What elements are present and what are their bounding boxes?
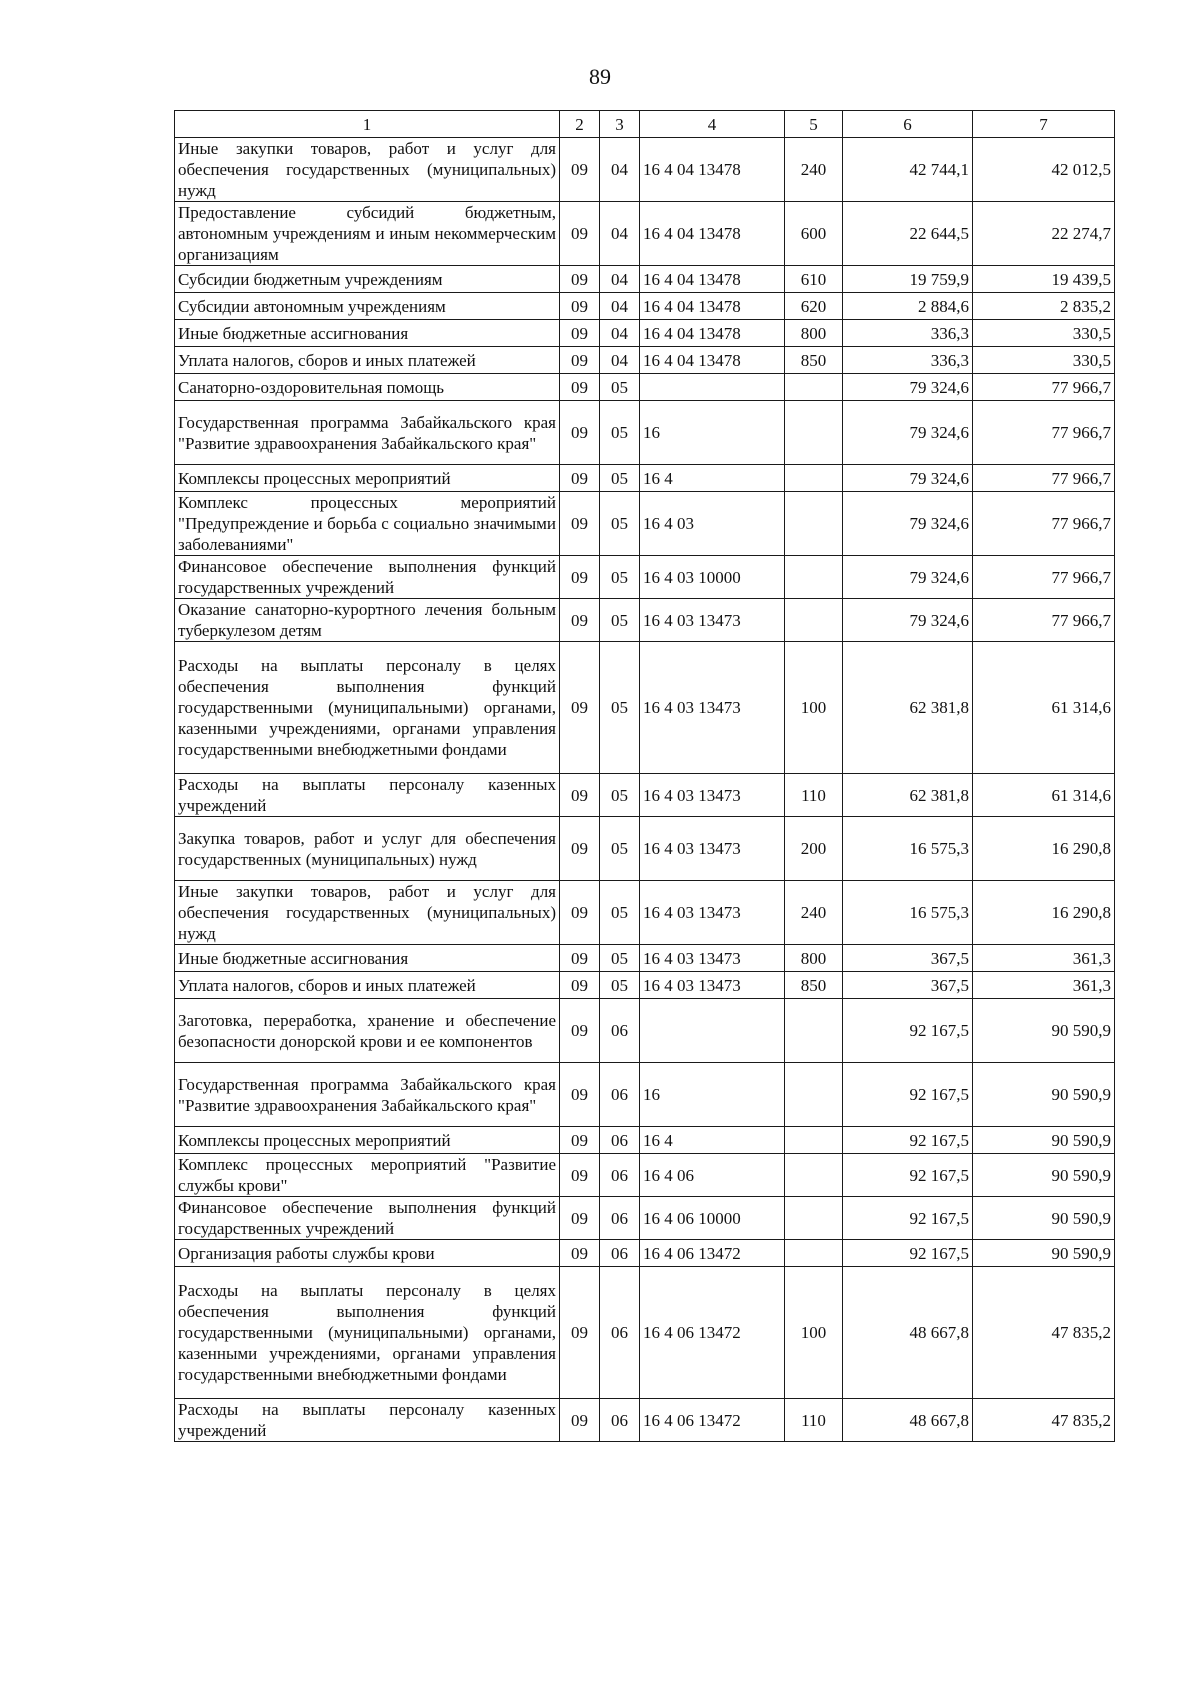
table-row: [175, 401, 1115, 465]
row-target-code: [640, 999, 785, 1063]
row-amount-6: 79 324,6: [843, 465, 973, 492]
row-section: 09: [560, 881, 600, 945]
row-amount-7: 77 966,7: [973, 492, 1115, 556]
row-target-code: 16 4 03 10000: [640, 556, 785, 599]
row-subsection: 04: [600, 138, 640, 202]
row-subsection: 05: [600, 945, 640, 972]
row-section: 09: [560, 1154, 600, 1197]
row-name: Организация работы службы крови: [175, 1240, 560, 1267]
row-section: 09: [560, 599, 600, 642]
row-subsection: 05: [600, 599, 640, 642]
row-amount-7: 61 314,6: [973, 642, 1115, 774]
row-expense-type: 200: [785, 817, 843, 881]
row-amount-6: 2 884,6: [843, 293, 973, 320]
row-section: 09: [560, 1240, 600, 1267]
row-amount-6: 79 324,6: [843, 556, 973, 599]
row-amount-6: 92 167,5: [843, 1197, 973, 1240]
row-expense-type: 800: [785, 945, 843, 972]
row-amount-7: 330,5: [973, 347, 1115, 374]
row-name: Расходы на выплаты персоналу в целях обеспечения выполнения функций государственными (муниципальными) органами, казенными учреждениями, органами управления государственными внебюджетными фондами: [175, 1267, 560, 1399]
row-expense-type: [785, 1154, 843, 1197]
row-name: Иные закупки товаров, работ и услуг для обеспечения государственных (муниципальных) нужд: [175, 138, 560, 202]
table-row: [175, 347, 1115, 374]
row-name: Иные бюджетные ассигнования: [175, 320, 560, 347]
table-row: [175, 138, 1115, 202]
row-subsection: 05: [600, 401, 640, 465]
row-amount-7: 19 439,5: [973, 266, 1115, 293]
row-amount-6: 79 324,6: [843, 492, 973, 556]
row-amount-7: 16 290,8: [973, 881, 1115, 945]
row-target-code: 16 4 04 13478: [640, 138, 785, 202]
row-subsection: 05: [600, 642, 640, 774]
row-amount-7: 77 966,7: [973, 599, 1115, 642]
row-amount-7: 47 835,2: [973, 1267, 1115, 1399]
row-name: Уплата налогов, сборов и иных платежей: [175, 347, 560, 374]
row-name: Заготовка, переработка, хранение и обеспечение безопасности донорской крови и ее компонентов: [175, 999, 560, 1063]
row-section: 09: [560, 266, 600, 293]
row-expense-type: [785, 492, 843, 556]
row-expense-type: 620: [785, 293, 843, 320]
row-expense-type: 100: [785, 1267, 843, 1399]
row-amount-7: 90 590,9: [973, 1127, 1115, 1154]
row-expense-type: [785, 1127, 843, 1154]
header-col-3: 3: [600, 111, 640, 138]
row-section: 09: [560, 1197, 600, 1240]
row-subsection: 06: [600, 1399, 640, 1442]
row-target-code: 16: [640, 1063, 785, 1127]
row-target-code: 16 4 03 13473: [640, 642, 785, 774]
table-row: [175, 556, 1115, 599]
header-col-2: 2: [560, 111, 600, 138]
row-amount-7: 61 314,6: [973, 774, 1115, 817]
row-expense-type: 110: [785, 774, 843, 817]
row-amount-7: 16 290,8: [973, 817, 1115, 881]
row-subsection: 05: [600, 774, 640, 817]
row-section: 09: [560, 774, 600, 817]
row-section: 09: [560, 465, 600, 492]
row-target-code: 16 4 06 13472: [640, 1240, 785, 1267]
row-expense-type: 800: [785, 320, 843, 347]
row-name: Комплекс процессных мероприятий "Предупреждение и борьба с социально значимыми заболеваниями": [175, 492, 560, 556]
row-name: Расходы на выплаты персоналу в целях обеспечения выполнения функций государственными (муниципальными) органами, казенными учреждениями, органами управления государственными внебюджетными фондами: [175, 642, 560, 774]
row-amount-6: 92 167,5: [843, 1127, 973, 1154]
row-name: Комплекс процессных мероприятий "Развитие службы крови": [175, 1154, 560, 1197]
row-subsection: 06: [600, 1127, 640, 1154]
row-subsection: 06: [600, 1063, 640, 1127]
row-expense-type: [785, 1063, 843, 1127]
header-col-7: 7: [973, 111, 1115, 138]
row-amount-7: 47 835,2: [973, 1399, 1115, 1442]
row-amount-6: 92 167,5: [843, 999, 973, 1063]
row-name: Иные бюджетные ассигнования: [175, 945, 560, 972]
page-number: 89: [589, 64, 611, 89]
row-subsection: 05: [600, 465, 640, 492]
row-amount-7: 90 590,9: [973, 1063, 1115, 1127]
row-subsection: 06: [600, 1240, 640, 1267]
row-expense-type: 240: [785, 138, 843, 202]
row-target-code: 16 4 03 13473: [640, 881, 785, 945]
row-target-code: 16 4 04 13478: [640, 347, 785, 374]
row-section: 09: [560, 642, 600, 774]
row-section: 09: [560, 556, 600, 599]
row-name: Уплата налогов, сборов и иных платежей: [175, 972, 560, 999]
row-subsection: 04: [600, 266, 640, 293]
row-subsection: 06: [600, 1154, 640, 1197]
row-name: Санаторно-оздоровительная помощь: [175, 374, 560, 401]
row-amount-6: 22 644,5: [843, 202, 973, 266]
row-amount-7: 77 966,7: [973, 401, 1115, 465]
row-target-code: 16 4 03 13473: [640, 817, 785, 881]
budget-table: [174, 110, 1115, 1442]
table-row: [175, 1063, 1115, 1127]
row-section: 09: [560, 202, 600, 266]
table-row: [175, 374, 1115, 401]
row-amount-7: 77 966,7: [973, 556, 1115, 599]
row-section: 09: [560, 999, 600, 1063]
table-row: [175, 1127, 1115, 1154]
row-amount-6: 62 381,8: [843, 774, 973, 817]
row-amount-7: 77 966,7: [973, 465, 1115, 492]
row-name: Закупка товаров, работ и услуг для обеспечения государственных (муниципальных) нужд: [175, 817, 560, 881]
row-target-code: 16 4: [640, 465, 785, 492]
row-subsection: 05: [600, 492, 640, 556]
row-name: Комплексы процессных мероприятий: [175, 1127, 560, 1154]
row-target-code: 16 4 04 13478: [640, 293, 785, 320]
row-amount-6: 79 324,6: [843, 401, 973, 465]
row-amount-6: 92 167,5: [843, 1240, 973, 1267]
row-section: 09: [560, 972, 600, 999]
row-expense-type: [785, 1197, 843, 1240]
row-subsection: 05: [600, 881, 640, 945]
table-row: [175, 1197, 1115, 1240]
row-amount-6: 367,5: [843, 945, 973, 972]
table-row: [175, 266, 1115, 293]
row-name: Предоставление субсидий бюджетным, автономным учреждениям и иным некоммерческим организациям: [175, 202, 560, 266]
row-expense-type: 100: [785, 642, 843, 774]
row-name: Субсидии автономным учреждениям: [175, 293, 560, 320]
row-amount-6: 48 667,8: [843, 1399, 973, 1442]
row-amount-7: 90 590,9: [973, 1197, 1115, 1240]
row-target-code: 16 4 03 13473: [640, 972, 785, 999]
row-target-code: [640, 374, 785, 401]
row-subsection: 04: [600, 320, 640, 347]
row-subsection: 06: [600, 1267, 640, 1399]
row-section: 09: [560, 1399, 600, 1442]
row-section: 09: [560, 320, 600, 347]
table-row: [175, 599, 1115, 642]
row-amount-7: 361,3: [973, 972, 1115, 999]
table-row: [175, 293, 1115, 320]
row-section: 09: [560, 293, 600, 320]
row-name: Финансовое обеспечение выполнения функций государственных учреждений: [175, 1197, 560, 1240]
row-subsection: 05: [600, 817, 640, 881]
row-amount-6: 79 324,6: [843, 374, 973, 401]
row-section: 09: [560, 1267, 600, 1399]
row-name: Субсидии бюджетным учреждениям: [175, 266, 560, 293]
row-expense-type: 850: [785, 972, 843, 999]
row-name: Расходы на выплаты персоналу казенных учреждений: [175, 774, 560, 817]
row-expense-type: [785, 401, 843, 465]
table-row: [175, 1399, 1115, 1442]
table-row: [175, 945, 1115, 972]
table-row: [175, 774, 1115, 817]
row-name: Государственная программа Забайкальского края "Развитие здравоохранения Забайкальского края": [175, 401, 560, 465]
row-subsection: 04: [600, 202, 640, 266]
row-section: 09: [560, 1063, 600, 1127]
row-target-code: 16 4 06 13472: [640, 1399, 785, 1442]
row-expense-type: [785, 1240, 843, 1267]
row-subsection: 05: [600, 972, 640, 999]
header-col-6: 6: [843, 111, 973, 138]
row-expense-type: [785, 465, 843, 492]
header-col-1: 1: [175, 111, 560, 138]
row-subsection: 04: [600, 347, 640, 374]
row-expense-type: 610: [785, 266, 843, 293]
table-row: [175, 492, 1115, 556]
table-row: [175, 465, 1115, 492]
row-subsection: 04: [600, 293, 640, 320]
row-amount-7: 90 590,9: [973, 1240, 1115, 1267]
table-row: [175, 202, 1115, 266]
row-section: 09: [560, 138, 600, 202]
row-target-code: 16 4 06 10000: [640, 1197, 785, 1240]
table-row: [175, 320, 1115, 347]
header-col-5: 5: [785, 111, 843, 138]
row-target-code: 16 4 03 13473: [640, 774, 785, 817]
row-section: 09: [560, 1127, 600, 1154]
row-section: 09: [560, 945, 600, 972]
row-target-code: 16 4 03 13473: [640, 945, 785, 972]
row-expense-type: 850: [785, 347, 843, 374]
row-name: Государственная программа Забайкальского края "Развитие здравоохранения Забайкальского края": [175, 1063, 560, 1127]
row-amount-6: 48 667,8: [843, 1267, 973, 1399]
row-target-code: 16 4 03: [640, 492, 785, 556]
row-expense-type: [785, 374, 843, 401]
row-expense-type: 240: [785, 881, 843, 945]
row-amount-7: 2 835,2: [973, 293, 1115, 320]
row-section: 09: [560, 374, 600, 401]
row-name: Иные закупки товаров, работ и услуг для обеспечения государственных (муниципальных) нужд: [175, 881, 560, 945]
row-expense-type: [785, 999, 843, 1063]
row-amount-6: 92 167,5: [843, 1154, 973, 1197]
row-section: 09: [560, 347, 600, 374]
row-target-code: 16 4 04 13478: [640, 266, 785, 293]
row-amount-6: 16 575,3: [843, 881, 973, 945]
row-section: 09: [560, 492, 600, 556]
row-target-code: 16 4 04 13478: [640, 320, 785, 347]
row-target-code: 16 4 06: [640, 1154, 785, 1197]
row-subsection: 05: [600, 374, 640, 401]
row-amount-7: 330,5: [973, 320, 1115, 347]
row-amount-7: 90 590,9: [973, 1154, 1115, 1197]
row-subsection: 06: [600, 1197, 640, 1240]
row-target-code: 16 4 06 13472: [640, 1267, 785, 1399]
row-amount-6: 16 575,3: [843, 817, 973, 881]
row-name: Финансовое обеспечение выполнения функций государственных учреждений: [175, 556, 560, 599]
row-amount-7: 361,3: [973, 945, 1115, 972]
row-amount-7: 42 012,5: [973, 138, 1115, 202]
row-amount-6: 336,3: [843, 320, 973, 347]
table-row: [175, 642, 1115, 774]
table-row: [175, 881, 1115, 945]
row-amount-7: 77 966,7: [973, 374, 1115, 401]
row-subsection: 06: [600, 999, 640, 1063]
row-expense-type: [785, 556, 843, 599]
row-name: Комплексы процессных мероприятий: [175, 465, 560, 492]
row-section: 09: [560, 401, 600, 465]
table-row: [175, 817, 1115, 881]
row-target-code: 16 4 04 13478: [640, 202, 785, 266]
header-col-4: 4: [640, 111, 785, 138]
row-amount-7: 90 590,9: [973, 999, 1115, 1063]
row-expense-type: [785, 599, 843, 642]
row-expense-type: 110: [785, 1399, 843, 1442]
table-row: [175, 1267, 1115, 1399]
row-amount-6: 336,3: [843, 347, 973, 374]
table-row: [175, 999, 1115, 1063]
table-row: [175, 1240, 1115, 1267]
row-section: 09: [560, 817, 600, 881]
row-subsection: 05: [600, 556, 640, 599]
row-target-code: 16: [640, 401, 785, 465]
row-amount-6: 367,5: [843, 972, 973, 999]
row-amount-6: 19 759,9: [843, 266, 973, 293]
header-row: [175, 111, 1115, 138]
table-row: [175, 1154, 1115, 1197]
row-target-code: 16 4: [640, 1127, 785, 1154]
row-amount-7: 22 274,7: [973, 202, 1115, 266]
table-row: [175, 972, 1115, 999]
row-amount-6: 42 744,1: [843, 138, 973, 202]
row-target-code: 16 4 03 13473: [640, 599, 785, 642]
row-name: Оказание санаторно-курортного лечения больным туберкулезом детям: [175, 599, 560, 642]
row-amount-6: 79 324,6: [843, 599, 973, 642]
row-amount-6: 92 167,5: [843, 1063, 973, 1127]
row-name: Расходы на выплаты персоналу казенных учреждений: [175, 1399, 560, 1442]
row-expense-type: 600: [785, 202, 843, 266]
row-amount-6: 62 381,8: [843, 642, 973, 774]
